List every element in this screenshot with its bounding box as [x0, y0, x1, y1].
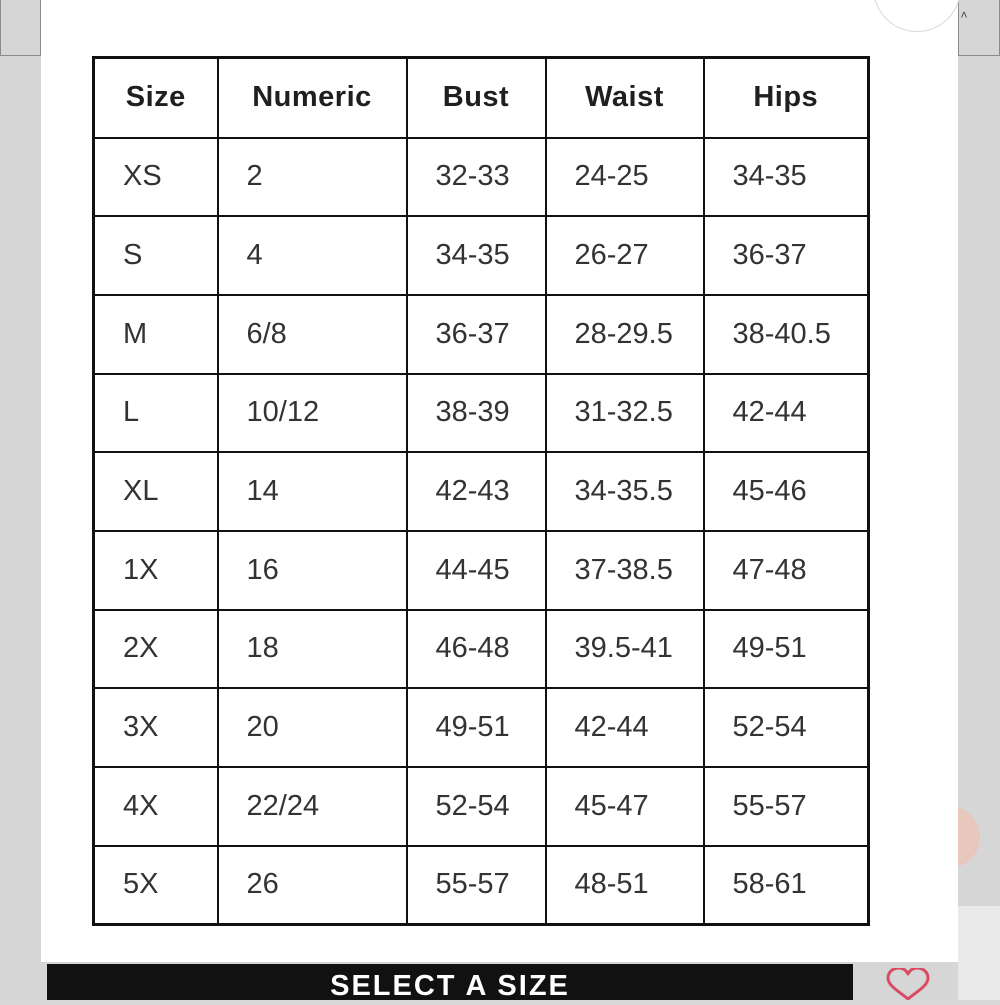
column-header-size: Size: [94, 58, 218, 138]
table-row: [94, 138, 869, 217]
table-cell: 22/24: [218, 767, 407, 846]
table-row: [94, 688, 869, 767]
table-cell: 39.5-41: [546, 610, 704, 689]
close-button[interactable]: [873, 0, 961, 32]
table-cell: 26-27: [546, 216, 704, 295]
table-cell: 48-51: [546, 846, 704, 925]
table-row: [94, 216, 869, 295]
select-size-button[interactable]: [47, 964, 853, 1000]
table-row: [94, 452, 869, 531]
table-cell: 24-25: [546, 138, 704, 217]
chevron-up-icon: ˄: [960, 8, 968, 22]
table-header-row: [94, 58, 869, 138]
table-cell: L: [94, 374, 218, 453]
table-row: [94, 531, 869, 610]
table-cell: 52-54: [704, 688, 869, 767]
table-cell: 49-51: [407, 688, 546, 767]
table-cell: 34-35: [407, 216, 546, 295]
table-cell: 5X: [94, 846, 218, 925]
column-header-hips: Hips: [704, 58, 869, 138]
table-cell: 34-35.5: [546, 452, 704, 531]
table-cell: 28-29.5: [546, 295, 704, 374]
column-header-waist: Waist: [546, 58, 704, 138]
table-cell: 58-61: [704, 846, 869, 925]
table-row: [94, 846, 869, 925]
table-cell: 42-44: [546, 688, 704, 767]
column-header-bust: Bust: [407, 58, 546, 138]
heart-icon: [878, 968, 938, 1000]
table-cell: 2: [218, 138, 407, 217]
table-cell: 26: [218, 846, 407, 925]
table-cell: XL: [94, 452, 218, 531]
table-cell: 42-44: [704, 374, 869, 453]
table-cell: 1X: [94, 531, 218, 610]
table-cell: 31-32.5: [546, 374, 704, 453]
table-cell: 46-48: [407, 610, 546, 689]
table-cell: 36-37: [704, 216, 869, 295]
size-chart-table: [92, 56, 870, 926]
wishlist-button[interactable]: [878, 968, 938, 1000]
column-header-numeric: Numeric: [218, 58, 407, 138]
table-cell: 3X: [94, 688, 218, 767]
select-size-label: SELECT A SIZE: [330, 970, 570, 1000]
table-cell: M: [94, 295, 218, 374]
table-cell: 42-43: [407, 452, 546, 531]
size-chart-table-container: [92, 56, 867, 926]
table-cell: 2X: [94, 610, 218, 689]
table-row: [94, 767, 869, 846]
size-chart-modal: [41, 0, 958, 962]
background-panel-left: [0, 0, 41, 56]
table-row: [94, 295, 869, 374]
table-cell: 45-47: [546, 767, 704, 846]
table-cell: 32-33: [407, 138, 546, 217]
table-row: [94, 610, 869, 689]
table-cell: 37-38.5: [546, 531, 704, 610]
table-cell: 36-37: [407, 295, 546, 374]
table-cell: 55-57: [407, 846, 546, 925]
table-cell: 16: [218, 531, 407, 610]
table-cell: 52-54: [407, 767, 546, 846]
table-cell: 47-48: [704, 531, 869, 610]
table-cell: 55-57: [704, 767, 869, 846]
table-cell: 49-51: [704, 610, 869, 689]
table-cell: 34-35: [704, 138, 869, 217]
table-cell: XS: [94, 138, 218, 217]
table-cell: 38-39: [407, 374, 546, 453]
table-cell: 6/8: [218, 295, 407, 374]
table-row: [94, 374, 869, 453]
table-cell: 14: [218, 452, 407, 531]
table-cell: S: [94, 216, 218, 295]
table-cell: 20: [218, 688, 407, 767]
table-cell: 4X: [94, 767, 218, 846]
table-cell: 4: [218, 216, 407, 295]
table-cell: 10/12: [218, 374, 407, 453]
table-cell: 45-46: [704, 452, 869, 531]
table-cell: 38-40.5: [704, 295, 869, 374]
table-cell: 44-45: [407, 531, 546, 610]
table-cell: 18: [218, 610, 407, 689]
background-card: [958, 906, 1000, 1000]
